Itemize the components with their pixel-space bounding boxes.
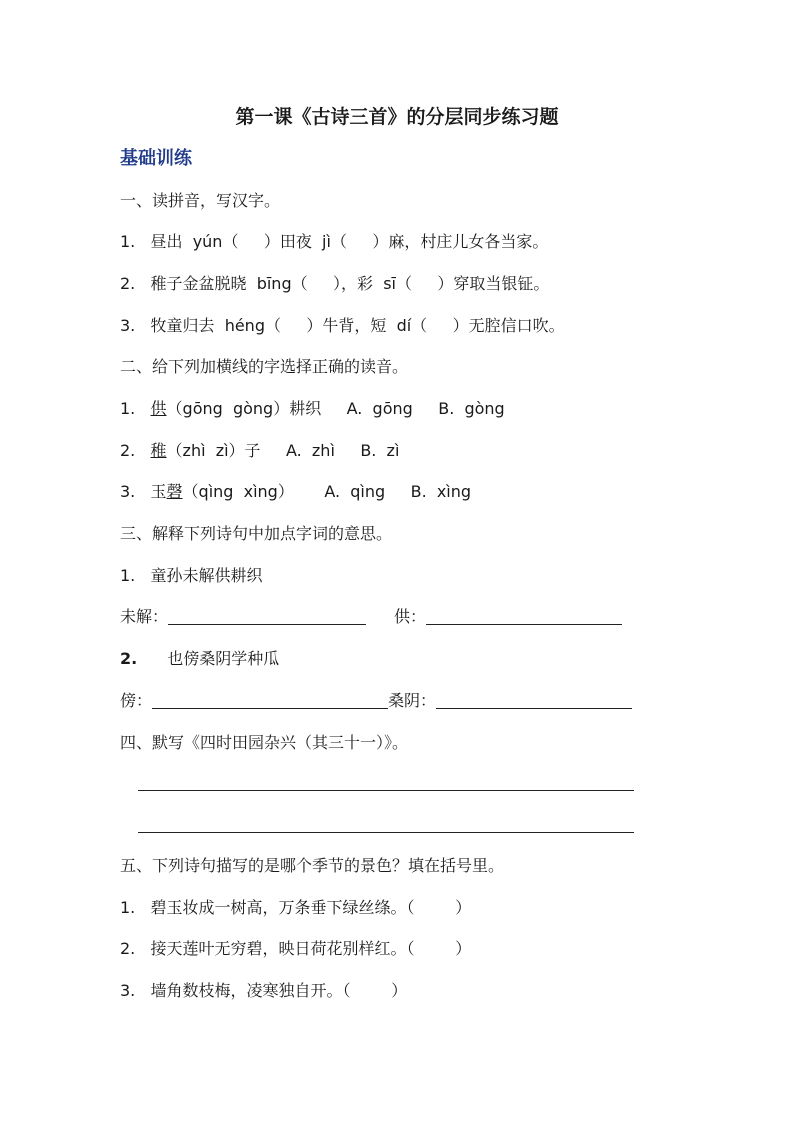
q2-item-options: （zhì zì）子 A. zhì B. zì <box>166 441 400 460</box>
q3-line-2-num: 2. <box>120 649 138 668</box>
q5-item-1: 1. 碧玉妆成一树高，万条垂下绿丝绦。（ ） <box>120 898 472 917</box>
writing-line-2[interactable] <box>138 832 634 833</box>
answer-blank-weijie[interactable] <box>168 606 366 625</box>
q3-answer-row-1 <box>120 606 622 628</box>
q1-heading: 一、读拼音，写汉字。 <box>120 191 281 210</box>
label-bang: 傍： <box>120 691 153 710</box>
q2-item-1 <box>120 398 505 420</box>
q3-answer-row-2 <box>120 690 632 712</box>
q1-item-3: 3. 牧童归去 héng（ ）牛背，短 dí（ ）无腔信口吹。 <box>120 316 565 335</box>
q2-item-num: 2. <box>120 441 151 460</box>
answer-blank-bang[interactable] <box>152 690 388 709</box>
q5-item-3: 3. 墙角数枝梅，凌寒独自开。（ ） <box>120 981 408 1000</box>
underlined-char: 供 <box>150 399 167 418</box>
label-sangyin: 桑阴： <box>388 691 437 710</box>
label-weijie: 未解： <box>120 607 169 626</box>
q3-line-2 <box>120 648 279 670</box>
q1-item-1: 1. 昼出 yún（ ）田夜 jì（ ）麻，村庄儿女各当家。 <box>120 232 549 251</box>
section-heading: 基础训练 <box>120 148 192 169</box>
writing-line-1[interactable] <box>138 790 634 791</box>
q5-heading: 五、下列诗句描写的是哪个季节的景色？填在括号里。 <box>120 856 505 875</box>
q2-item-num: 3. 玉 <box>120 482 167 501</box>
answer-blank-sangyin[interactable] <box>436 690 632 709</box>
q3-line-2-text: 也傍桑阴学种瓜 <box>167 649 280 668</box>
underlined-char: 稚 <box>150 441 167 460</box>
label-gong: 供： <box>394 607 427 626</box>
underlined-char: 磬 <box>166 482 183 501</box>
q4-heading: 四、默写《四时田园杂兴（其三十一）》。 <box>120 733 409 752</box>
page-title: 第一课《古诗三首》的分层同步练习题 <box>235 106 559 128</box>
q3-heading: 三、解释下列诗句中加点字词的意思。 <box>120 524 393 543</box>
q2-heading: 二、给下列加横线的字选择正确的读音。 <box>120 357 409 376</box>
q5-item-2: 2. 接天莲叶无穷碧，映日荷花别样红。（ ） <box>120 939 472 958</box>
q2-item-num: 1. <box>120 399 151 418</box>
q2-item-2 <box>120 440 399 462</box>
q1-item-2: 2. 稚子金盆脱晓 bīng（ ），彩 sī（ ）穿取当银钲。 <box>120 274 550 293</box>
answer-blank-gong[interactable] <box>426 606 622 625</box>
q2-item-options: （gōng gòng）耕织 A. gōng B. gòng <box>166 399 505 418</box>
q2-item-3 <box>120 481 471 503</box>
q2-item-options: （qìng xìng） A. qìng B. xìng <box>182 482 472 501</box>
q3-line-1: 1. 童孙未解供耕织 <box>120 566 263 585</box>
